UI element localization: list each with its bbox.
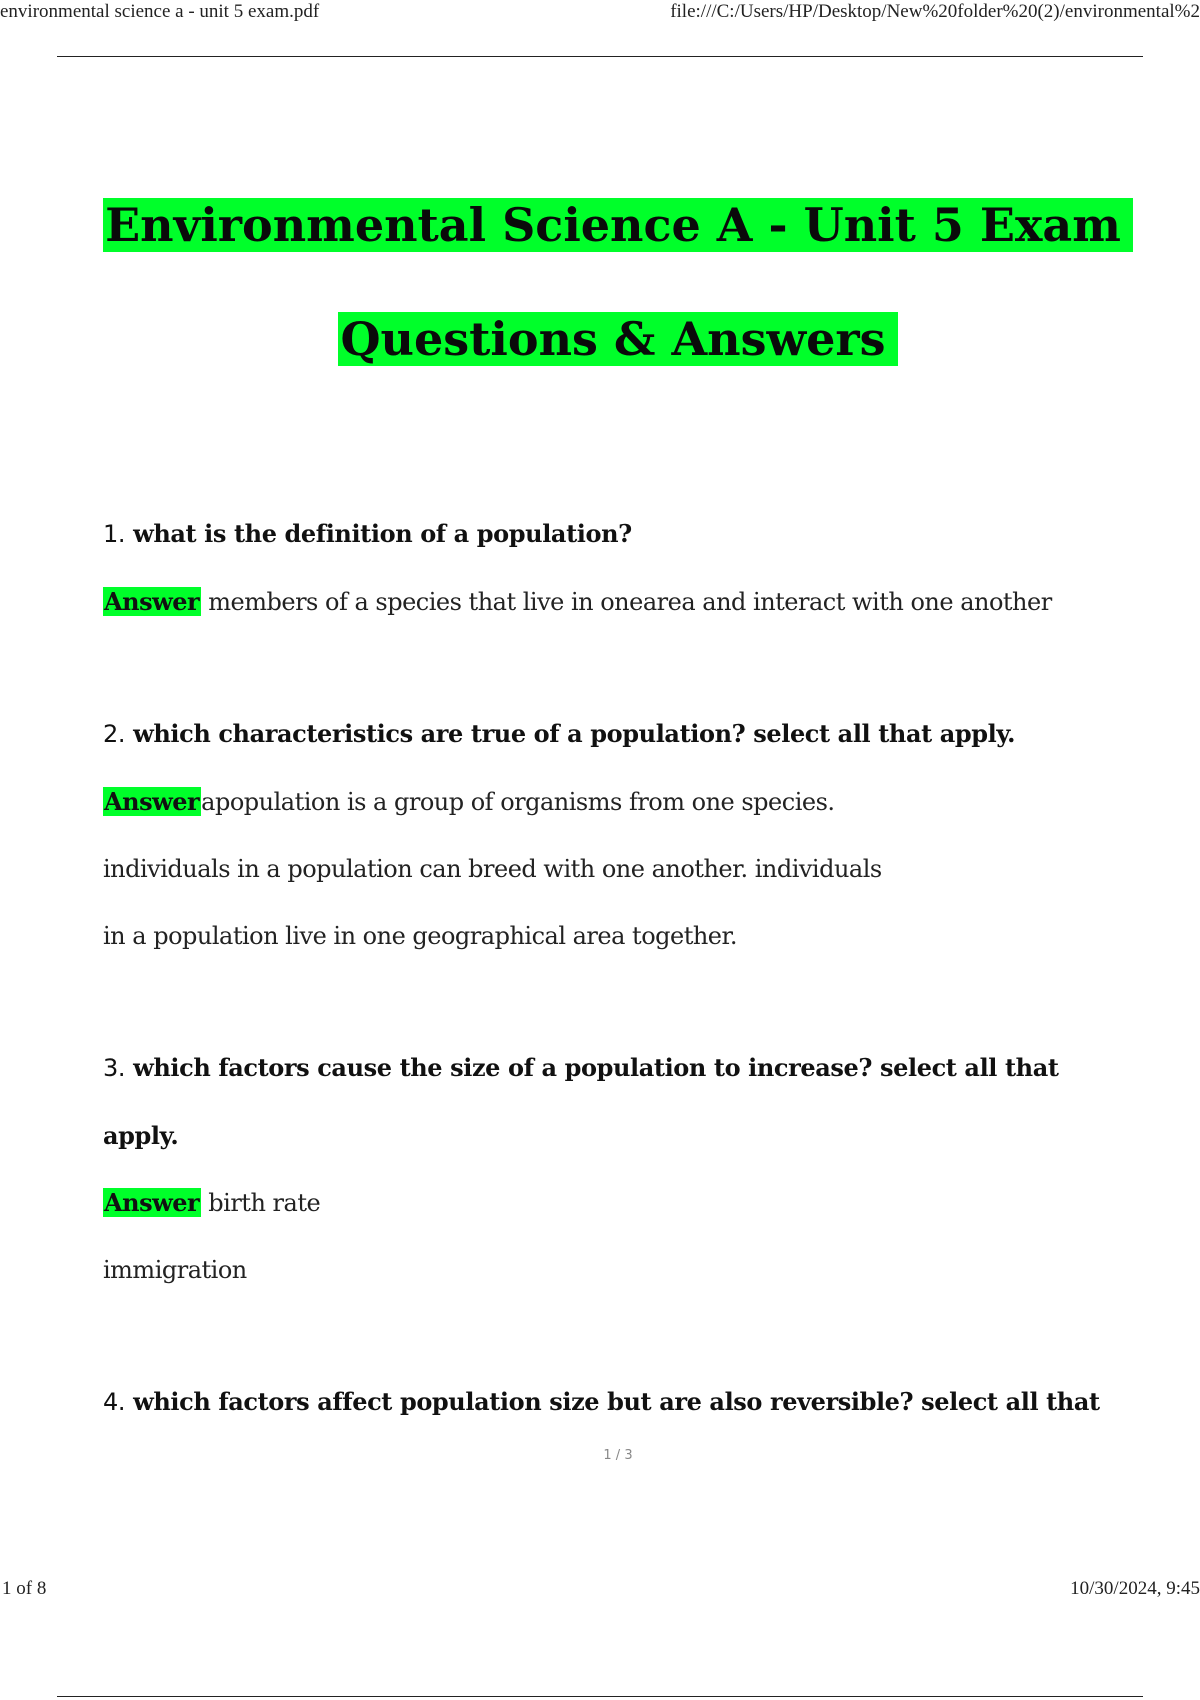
question-text: which factors affect population size but are also reversible? select all that	[133, 1387, 1100, 1416]
qa-content	[103, 500, 1103, 1436]
question-number: 2.	[103, 720, 126, 748]
question-2	[103, 700, 1103, 768]
answer-text: birth rate	[208, 1189, 321, 1217]
print-header-filepath: file:///C:/Users/HP/Desktop/New%20folder%20(2)/environmental%2	[670, 1, 1200, 22]
answer-text: members of a species that live in onearea and interact with one another	[208, 588, 1052, 616]
answer-label: Answer	[104, 587, 200, 616]
question-number: 4.	[103, 1388, 126, 1416]
header-rule	[57, 56, 1143, 57]
answer-2-line-1	[103, 768, 1103, 836]
question-4	[103, 1368, 1103, 1436]
print-header-filename: environmental science a - unit 5 exam.pdf	[0, 1, 320, 22]
answer-3-line-1	[103, 1169, 1103, 1237]
question-text: which characteristics are true of a population? select all that apply.	[133, 719, 1016, 748]
document-subtitle	[0, 310, 1200, 368]
answer-3-line-2: immigration	[103, 1256, 247, 1284]
question-3-continued: apply.	[103, 1121, 179, 1150]
print-footer-page: 1 of 8	[2, 1578, 47, 1599]
answer-label: Answer	[104, 1188, 200, 1217]
question-block-1	[103, 500, 1103, 636]
answer-label: Answer	[104, 787, 200, 816]
question-block-4	[103, 1368, 1103, 1436]
question-text: what is the definition of a population?	[133, 519, 632, 548]
document-title-line1: Environmental Science A - Unit 5 Exam	[103, 198, 1133, 252]
footer-rule	[57, 1696, 1143, 1697]
spacer	[103, 636, 1103, 700]
question-text: which factors cause the size of a population to increase? select all that	[133, 1053, 1059, 1082]
spacer	[103, 970, 1103, 1034]
document-title-line2: Questions & Answers	[338, 312, 897, 366]
answer-1-line-1	[103, 568, 1103, 636]
print-header	[0, 0, 1200, 26]
document-title	[0, 196, 1200, 254]
page-indicator: 1 / 3	[603, 1448, 633, 1463]
print-footer-datetime: 10/30/2024, 9:45	[1070, 1578, 1200, 1599]
question-block-3	[103, 1034, 1103, 1304]
question-block-2	[103, 700, 1103, 970]
answer-2-line-3: in a population live in one geographical area together.	[103, 922, 737, 950]
question-number: 3.	[103, 1054, 126, 1082]
question-1	[103, 500, 1103, 568]
answer-text: apopulation is a group of organisms from one species.	[201, 788, 835, 816]
answer-2-line-2: individuals in a population can breed with one another. individuals	[103, 855, 882, 883]
spacer	[103, 1304, 1103, 1368]
question-3	[103, 1034, 1103, 1102]
question-number: 1.	[103, 520, 126, 548]
